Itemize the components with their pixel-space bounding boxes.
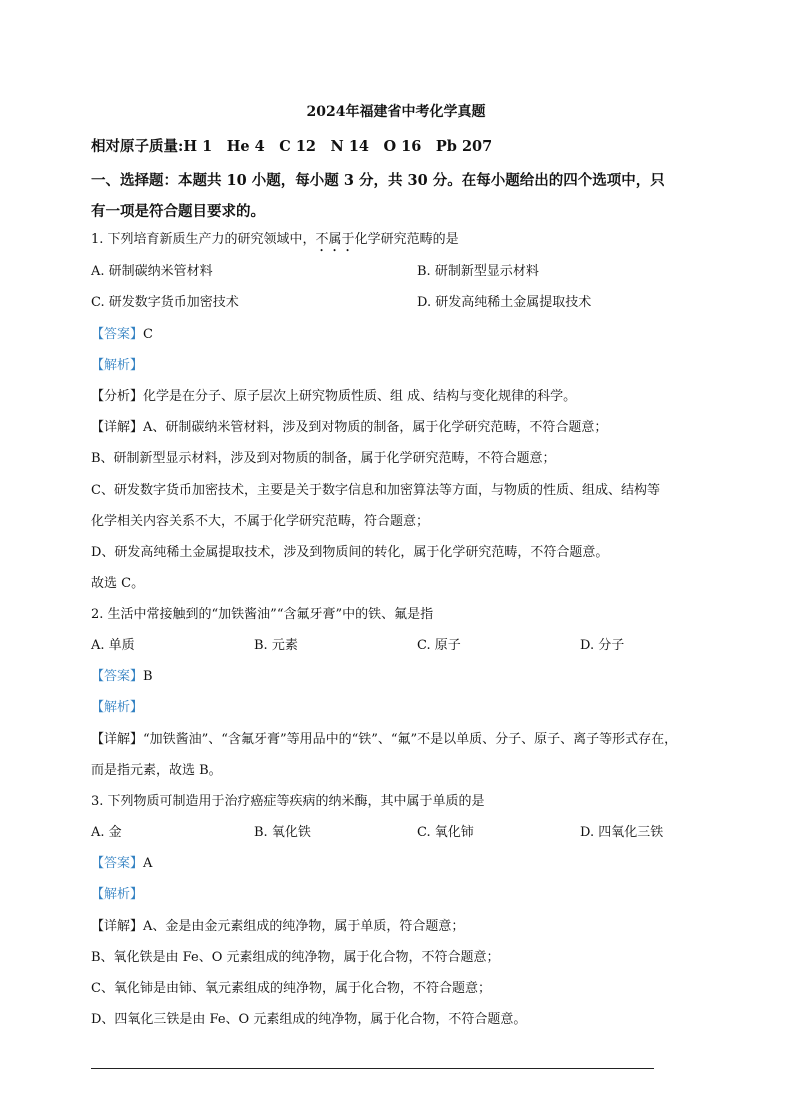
fenxi-tag: 【分析】: [91, 389, 144, 404]
q3-stem: 3. 下列物质可制造用于治疗癌症等疾病的纳米酶，其中属于单质的是: [91, 794, 485, 809]
atomic-mass-line: 相对原子质量:H 1 He 4 C 12 N 14 O 16 Pb 207: [91, 138, 493, 155]
q1-detail-line-4: 化学相关内容关系不大，不属于化学研究范畴，符合题意；: [91, 514, 430, 529]
q3-detail-line-1: [91, 917, 464, 937]
answer-tag: 【答案】: [91, 327, 144, 342]
q3-answer-value: A: [143, 856, 153, 871]
q3-detail-line-3: C、氧化铈是由铈、氧元素组成的纯净物，属于化合物，不符合题意；: [91, 981, 491, 996]
q2-answer-value: B: [143, 669, 153, 684]
q1-detail-line-3: C、研发数字货币加密技术，主要是关于数字信息和加密算法等方面，与物质的性质、组成、结构等: [91, 483, 660, 498]
q1-option-b: B. 研制新型显示材料: [417, 264, 539, 279]
q1-detail-text: A、研制碳纳米管材料，涉及到对物质的制备，属于化学研究范畴，不符合题意；: [143, 420, 608, 435]
q3-detail-text: A、金是由金元素组成的纯净物，属于单质，符合题意；: [143, 919, 465, 934]
q1-detail-line-2: B、研制新型显示材料，涉及到对物质的制备，属于化学研究范畴，不符合题意；: [91, 451, 556, 466]
q1-detail-line-5: D、研发高纯稀土金属提取技术，涉及到物质间的转化，属于化学研究范畴，不符合题意。: [91, 545, 609, 560]
detail-tag: 【详解】: [91, 420, 144, 435]
q2-detail-text: “加铁酱油”、“含氟牙膏”等用品中的“铁”、“氟”不是以单质、分子、原子、离子等形式存在，: [143, 732, 678, 747]
q1-fenxi: [91, 387, 576, 407]
q3-option-a: A. 金: [91, 825, 122, 840]
section-heading-line-2: 有一项是符合题目要求的。: [91, 203, 265, 220]
q3-analysis-tag: 【解析】: [91, 887, 144, 902]
q2-option-b: B. 元素: [254, 638, 298, 653]
detail-tag: 【详解】: [91, 732, 144, 747]
q1-answer-value: C: [143, 327, 153, 342]
q2-analysis-tag: 【解析】: [91, 700, 144, 715]
q2-option-d: D. 分子: [580, 638, 625, 653]
q2-option-c: C. 原子: [417, 638, 461, 653]
answer-tag: 【答案】: [91, 669, 144, 684]
q1-analysis-tag: 【解析】: [91, 358, 144, 373]
answer-tag: 【答案】: [91, 856, 144, 871]
section-heading-line-1: 一、选择题：本题共 10 小题，每小题 3 分，共 30 分。在每小题给出的四个选项中，只: [91, 172, 665, 189]
q1-option-c: C. 研发数字货币加密技术: [91, 295, 239, 310]
q2-detail-line-2: 而是指元素，故选 B。: [91, 763, 222, 778]
q3-option-b: B. 氧化铁: [254, 825, 311, 840]
q1-stem-emphasis: 不属于: [315, 232, 355, 247]
q2-detail-line-1: [91, 730, 677, 750]
q3-detail-line-2: B、氧化铁是由 Fe、O 元素组成的纯净物，属于化合物，不符合题意；: [91, 950, 500, 965]
q1-answer: [91, 325, 153, 345]
q3-detail-line-4: D、四氧化三铁是由 Fe、O 元素组成的纯净物，属于化合物，不符合题意。: [91, 1012, 527, 1027]
footer-divider: [91, 1068, 654, 1069]
q1-detail-line-1: [91, 418, 607, 438]
q1-option-d: D. 研发高纯稀土金属提取技术: [417, 295, 592, 310]
q1-fenxi-text: 化学是在分子、原子层次上研究物质性质、组 成、结构与变化规律的科学。: [143, 389, 577, 404]
q3-option-d: D. 四氧化三铁: [580, 825, 664, 840]
q1-stem-pre: 1. 下列培育新质生产力的研究领域中，: [91, 232, 316, 247]
q1-option-a: A. 研制碳纳米管材料: [91, 264, 213, 279]
q3-answer: [91, 854, 152, 874]
detail-tag: 【详解】: [91, 919, 144, 934]
q1-stem-post: 化学研究范畴的是: [354, 232, 459, 247]
q1-stem: [91, 230, 459, 255]
q2-stem: 2. 生活中常接触到的“加铁酱油”“含氟牙膏”中的铁、氟是指: [91, 607, 434, 622]
q2-answer: [91, 667, 153, 687]
q2-option-a: A. 单质: [91, 638, 135, 653]
page-title: 2024年福建省中考化学真题: [306, 104, 486, 120]
q3-option-c: C. 氧化铈: [417, 825, 474, 840]
q1-conclusion: 故选 C。: [91, 576, 145, 591]
